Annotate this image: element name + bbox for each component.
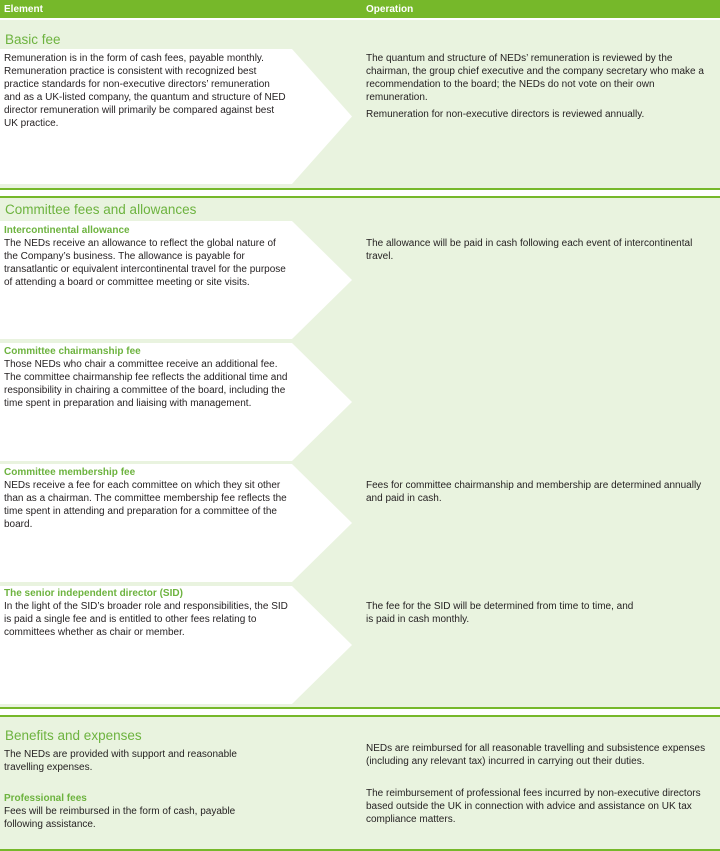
heading-membership: Committee membership fee	[4, 467, 136, 478]
section-divider	[0, 707, 720, 709]
sid-description: In the light of the SID’s broader role and responsibilities, the SID is paid a single fee and is entitled to other fees relating to committees whether as chair or member.	[4, 601, 288, 638]
basic-fee-review: Remuneration for non-executive directors is reviewed annually.	[366, 109, 645, 120]
benefits-description: The NEDs are provided with support and reasonable travelling expenses.	[4, 749, 237, 773]
membership-operation: Fees for committee chairmanship and membership are determined annually and paid in cash.	[366, 480, 702, 504]
heading-professional-fees: Professional fees	[4, 793, 87, 804]
intercontinental-operation: The allowance will be paid in cash following each event of intercontinental travel.	[366, 238, 693, 262]
membership-description: NEDs receive a fee for each committee on which they sit other than as a chairman. The committee membership fee reflects the time spent in attending and preparation for a committee of the board.	[4, 480, 287, 530]
section-title-basic-fee: Basic fee	[5, 32, 61, 47]
column-header-element: Element	[4, 4, 43, 15]
table-header	[0, 0, 720, 18]
basic-fee-operation: The quantum and structure of NEDs’ remuneration is reviewed by the chairman, the group chief executive and the company secretary who make a recommendation to the board; the NEDs do not vote on their own remuneration.	[366, 53, 704, 103]
column-header-operation: Operation	[366, 4, 414, 15]
heading-chairmanship: Committee chairmanship fee	[4, 346, 141, 357]
section-title-benefits: Benefits and expenses	[5, 728, 142, 743]
intercontinental-description: The NEDs receive an allowance to reflect the global nature of the Company’s business. The allowance is payable for transatlantic or equivalent intercontinental travel for the purpose of attending a board or committee meeting or site visits.	[4, 238, 286, 288]
chairmanship-description: Those NEDs who chair a committee receive an additional fee. The committee chairmanship fee reflects the additional time and responsibility in chairing a committee of the board, including the time spent in preparation and liaising with management.	[4, 359, 288, 409]
section-title-committee: Committee fees and allowances	[5, 202, 197, 217]
professional-fees-description: Fees will be reimbursed in the form of cash, payable following assistance.	[4, 806, 236, 830]
section-divider	[0, 188, 720, 190]
sid-operation: The fee for the SID will be determined from time to time, and is paid in cash monthly.	[366, 601, 634, 625]
professional-fees-operation: The reimbursement of professional fees incurred by non-executive directors based outside the UK in connection with advice and assistance on UK tax compliance matters.	[366, 788, 701, 825]
heading-intercontinental: Intercontinental allowance	[4, 225, 130, 236]
heading-sid: The senior independent director (SID)	[4, 588, 183, 599]
benefits-operation: NEDs are reimbursed for all reasonable travelling and subsistence expenses (including any relevant tax) incurred in carrying out their duties.	[366, 743, 706, 767]
basic-fee-description: Remuneration is in the form of cash fees, payable monthly. Remuneration practice is consistent with recognized best practice standards for non-executive directors’ remuneration and as a UK-listed company, the quantum and structure of NED director remuneration will primarily be compared against best UK practice.	[4, 53, 286, 129]
